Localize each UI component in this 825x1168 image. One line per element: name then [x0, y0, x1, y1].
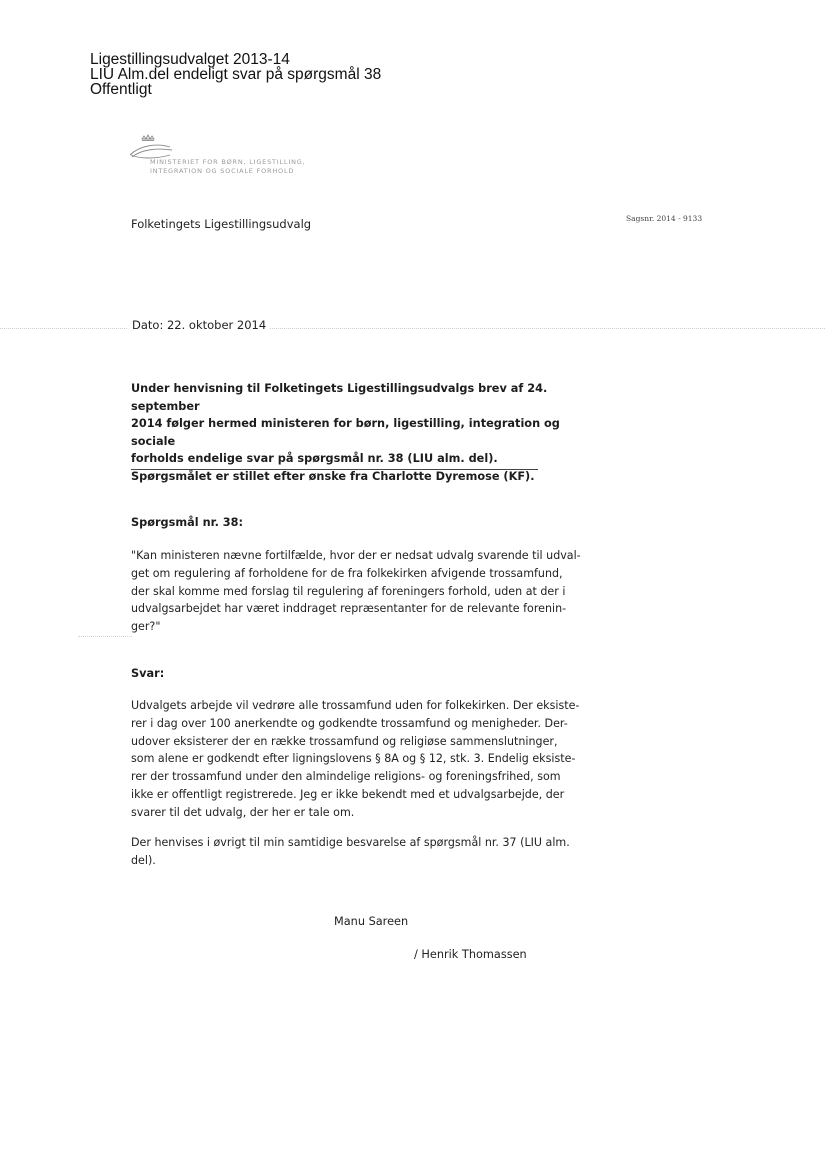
- intro-line: Under henvisning til Folketingets Ligestillingsudvalgs brev af 24. september: [131, 382, 548, 413]
- answer-line: udover eksisterer der en række trossamfund og religiøse sammenslutninger,: [131, 734, 558, 748]
- document-stamp: [90, 52, 381, 97]
- answer-line: ikke er offentligt registrerede. Jeg er ikke bekendt med et udvalgsarbejde, der: [131, 787, 565, 801]
- answer-text: [131, 697, 581, 822]
- question-line: get om regulering af forholdene for de fra folkekirken afvigende trossamfund,: [131, 566, 563, 580]
- recipient: Folketingets Ligestillingsudvalg: [131, 217, 312, 231]
- intro-line: 2014 følger hermed ministeren for børn, ligestilling, integration og sociale: [131, 417, 560, 448]
- reference-line: del).: [131, 853, 156, 867]
- reference-text: [131, 834, 581, 870]
- answer-line: som alene er godkendt efter ligningslovens § 8A og § 12, stk. 3. Endelig eksiste-: [131, 752, 576, 766]
- answer-heading: Svar:: [131, 667, 165, 680]
- question-line: der skal komme med forslag til regulering af foreningers forhold, uden at der i: [131, 584, 566, 598]
- section-divider: [131, 469, 538, 470]
- cosigner-name: / Henrik Thomassen: [414, 948, 527, 961]
- stamp-status-line: Offentligt: [90, 81, 152, 98]
- answer-line: svarer til det udvalg, der her er tale om.: [131, 805, 355, 819]
- intro-line: forholds endelige svar på spørgsmål nr. 38 (LIU alm. del).: [131, 452, 498, 465]
- scan-dotted-rule: [0, 328, 825, 329]
- scan-dotted-mark: [78, 636, 132, 637]
- stamp-subject-line: LIU Alm.del endeligt svar på spørgsmål 38: [90, 66, 382, 83]
- stamp-committee-line: Ligestillingsudvalget 2013-14: [90, 51, 290, 68]
- question-text: [131, 547, 581, 636]
- question-line: ger?": [131, 620, 161, 634]
- letter-date: Dato: 22. oktober 2014: [128, 318, 270, 332]
- signer-name: Manu Sareen: [334, 915, 409, 928]
- answer-line: rer i dag over 100 anerkendte og godkendte trossamfund og menigheder. Der-: [131, 716, 568, 730]
- ministry-name-line-1: MINISTERIET FOR BØRN, LIGESTILLING,: [150, 158, 306, 166]
- question-line: udvalgsarbejdet har været inddraget repræsentanter for de relevante forenin-: [131, 602, 567, 616]
- question-line: "Kan ministeren nævne fortilfælde, hvor der er nedsat udvalg svarende til udval-: [131, 549, 581, 562]
- answer-line: rer der trossamfund under den almindelige religions- og foreningsfrihed, som: [131, 770, 561, 784]
- case-number: Sagsnr. 2014 - 9133: [626, 214, 703, 223]
- reference-line: Der henvises i øvrigt til min samtidige besvarelse af spørgsmål nr. 37 (LIU alm.: [131, 836, 570, 849]
- ministry-name-line-2: INTEGRATION OG SOCIALE FORHOLD: [150, 167, 295, 175]
- intro-line: Spørgsmålet er stillet efter ønske fra Charlotte Dyremose (KF).: [131, 469, 535, 483]
- answer-line: Udvalgets arbejde vil vedrøre alle trossamfund uden for folkekirken. Der eksiste-: [131, 699, 580, 712]
- question-heading: Spørgsmål nr. 38:: [131, 516, 244, 529]
- ministry-name: [150, 158, 305, 176]
